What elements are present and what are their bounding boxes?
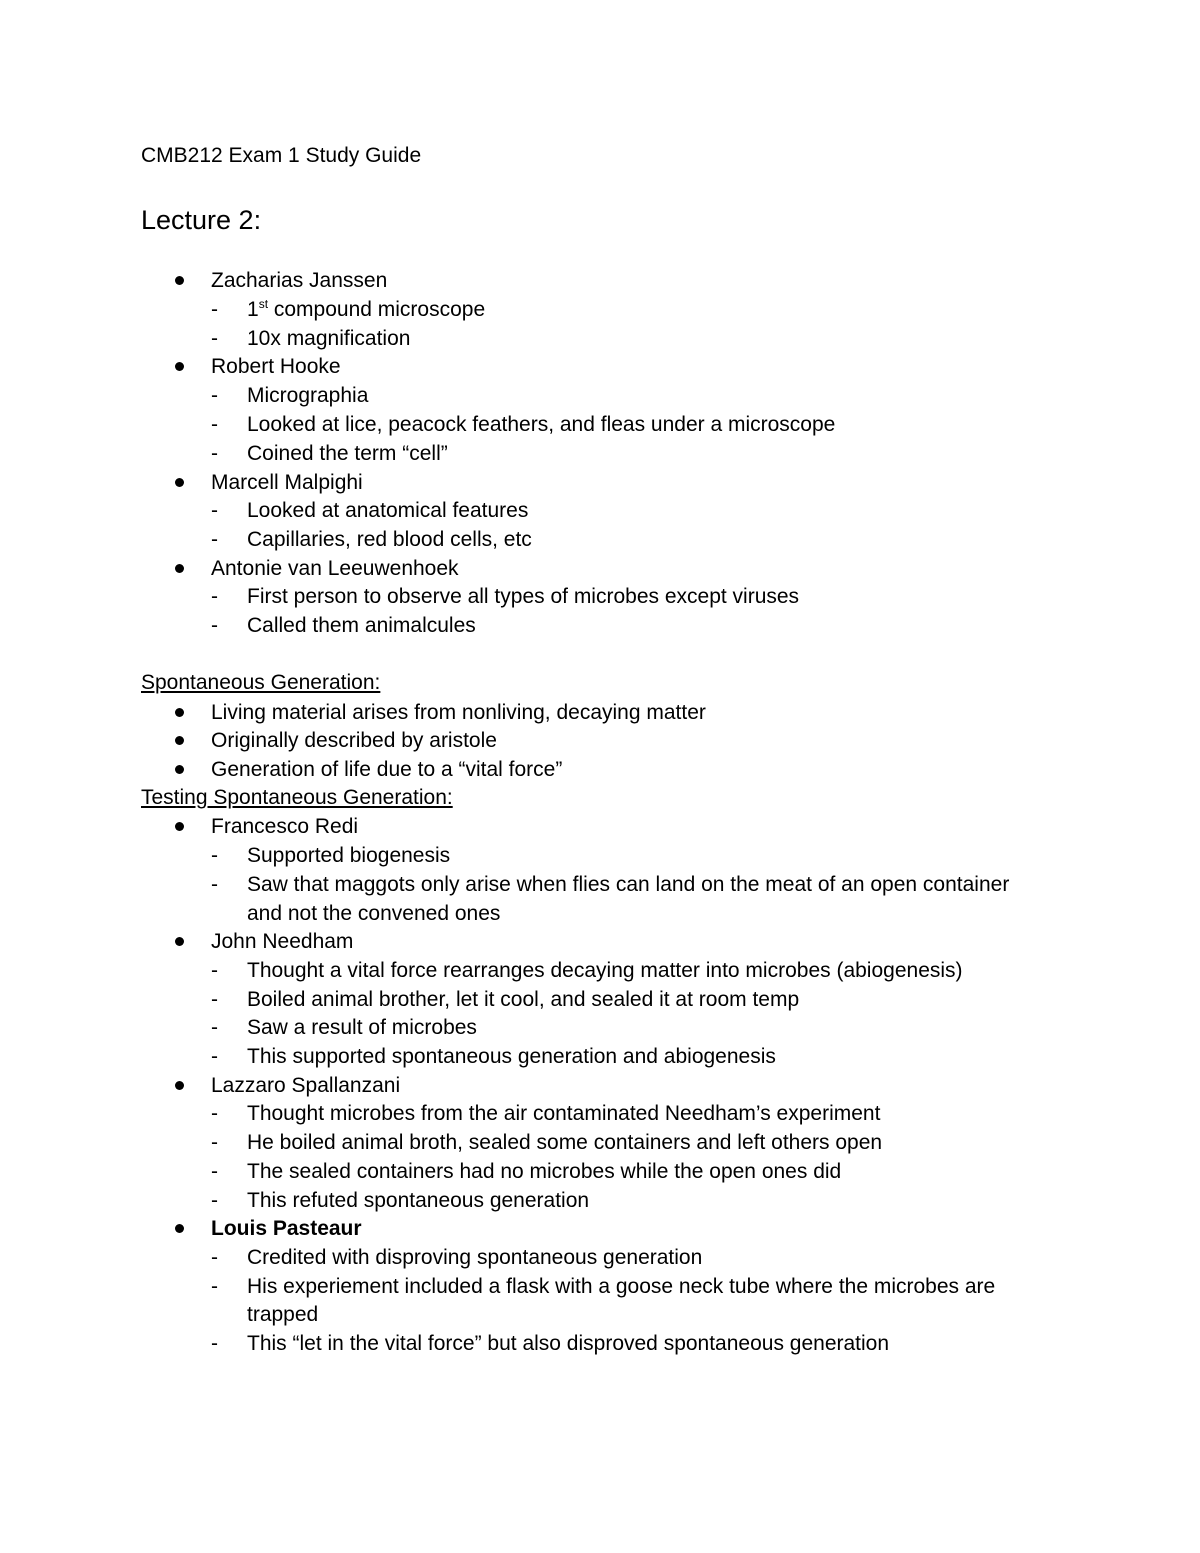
dash-icon: -: [211, 442, 218, 465]
sub-item-text: Looked at lice, peacock feathers, and fleas under a microscope: [247, 413, 836, 436]
scientist-name: Lazzaro Spallanzani: [211, 1074, 401, 1097]
dash-icon: -: [211, 873, 218, 896]
bullet-icon: [175, 736, 184, 745]
scientist-name: Robert Hooke: [211, 355, 341, 378]
sub-item-text: Credited with disproving spontaneous generation: [247, 1246, 703, 1269]
sub-item-text: Coined the term “cell”: [247, 442, 448, 465]
sub-item-text: Supported biogenesis: [247, 844, 451, 867]
sub-item-text: Looked at anatomical features: [247, 499, 529, 522]
scientist-name: Zacharias Janssen: [211, 269, 388, 292]
dash-icon: -: [211, 959, 218, 982]
dash-icon: -: [211, 384, 218, 407]
sub-item-text: 1st compound microscope: [247, 297, 486, 321]
sub-item-text: and not the convened ones: [247, 902, 501, 925]
item-text: Originally described by aristole: [211, 729, 497, 752]
dash-icon: -: [211, 1275, 218, 1298]
sub-item-text: This refuted spontaneous generation: [247, 1189, 590, 1212]
dash-icon: -: [211, 413, 218, 436]
bullet-icon: [175, 362, 184, 371]
scientist-name: Marcell Malpighi: [211, 471, 363, 494]
dash-icon: -: [211, 1189, 218, 1212]
bullet-icon: [175, 765, 184, 774]
sub-item-text: The sealed containers had no microbes while the open ones did: [247, 1160, 842, 1183]
section-heading-spontaneous: Spontaneous Generation:: [141, 671, 381, 694]
sub-item-text: Boiled animal brother, let it cool, and sealed it at room temp: [247, 988, 800, 1011]
dash-icon: -: [211, 1246, 218, 1269]
scientist-name: Antonie van Leeuwenhoek: [211, 557, 459, 580]
lecture-heading: Lecture 2:: [141, 205, 262, 235]
bullet-icon: [175, 822, 184, 831]
sub-item-text: trapped: [247, 1303, 319, 1326]
sub-item-text: Micrographia: [247, 384, 369, 407]
dash-icon: -: [211, 1332, 218, 1355]
sub-item-text: Capillaries, red blood cells, etc: [247, 528, 532, 551]
sub-item-text: Saw a result of microbes: [247, 1016, 477, 1039]
bullet-icon: [175, 276, 184, 285]
bullet-icon: [175, 478, 184, 487]
sub-item-text: Thought microbes from the air contaminated Needham’s experiment: [247, 1102, 881, 1125]
sub-item-text: Saw that maggots only arise when flies can land on the meat of an open container: [247, 873, 1010, 896]
item-text: Living material arises from nonliving, decaying matter: [211, 701, 706, 724]
dash-icon: -: [211, 1131, 218, 1154]
document-title: CMB212 Exam 1 Study Guide: [141, 144, 422, 167]
sub-item-text: This “let in the vital force” but also disproved spontaneous generation: [247, 1332, 890, 1355]
dash-icon: -: [211, 988, 218, 1011]
bullet-icon: [175, 708, 184, 717]
sub-item-text: This supported spontaneous generation and abiogenesis: [247, 1045, 776, 1068]
bullet-icon: [175, 564, 184, 573]
dash-icon: -: [211, 1160, 218, 1183]
sub-item-text: Thought a vital force rearranges decaying matter into microbes (abiogenesis): [247, 959, 963, 982]
dash-icon: -: [211, 844, 218, 867]
sub-item-text: Called them animalcules: [247, 614, 476, 637]
item-text: Generation of life due to a “vital force”: [211, 758, 563, 781]
dash-icon: -: [211, 327, 218, 350]
dash-icon: -: [211, 528, 218, 551]
dash-icon: -: [211, 585, 218, 608]
dash-icon: -: [211, 499, 218, 522]
dash-icon: -: [211, 298, 218, 321]
scientist-name: John Needham: [211, 930, 354, 953]
dash-icon: -: [211, 1045, 218, 1068]
scientist-name: Francesco Redi: [211, 815, 359, 838]
bullet-icon: [175, 937, 184, 946]
dash-icon: -: [211, 614, 218, 637]
dash-icon: -: [211, 1102, 218, 1125]
bullet-icon: [175, 1081, 184, 1090]
sub-item-text: He boiled animal broth, sealed some containers and left others open: [247, 1131, 883, 1154]
dash-icon: -: [211, 1016, 218, 1039]
sub-item-text: First person to observe all types of microbes except viruses: [247, 585, 800, 608]
scientist-name: Louis Pasteaur: [211, 1217, 362, 1240]
section-heading-testing: Testing Spontaneous Generation:: [141, 786, 453, 809]
sub-item-text: 10x magnification: [247, 327, 411, 350]
bullet-icon: [175, 1224, 184, 1233]
sub-item-text: His experiement included a flask with a goose neck tube where the microbes are: [247, 1275, 996, 1298]
